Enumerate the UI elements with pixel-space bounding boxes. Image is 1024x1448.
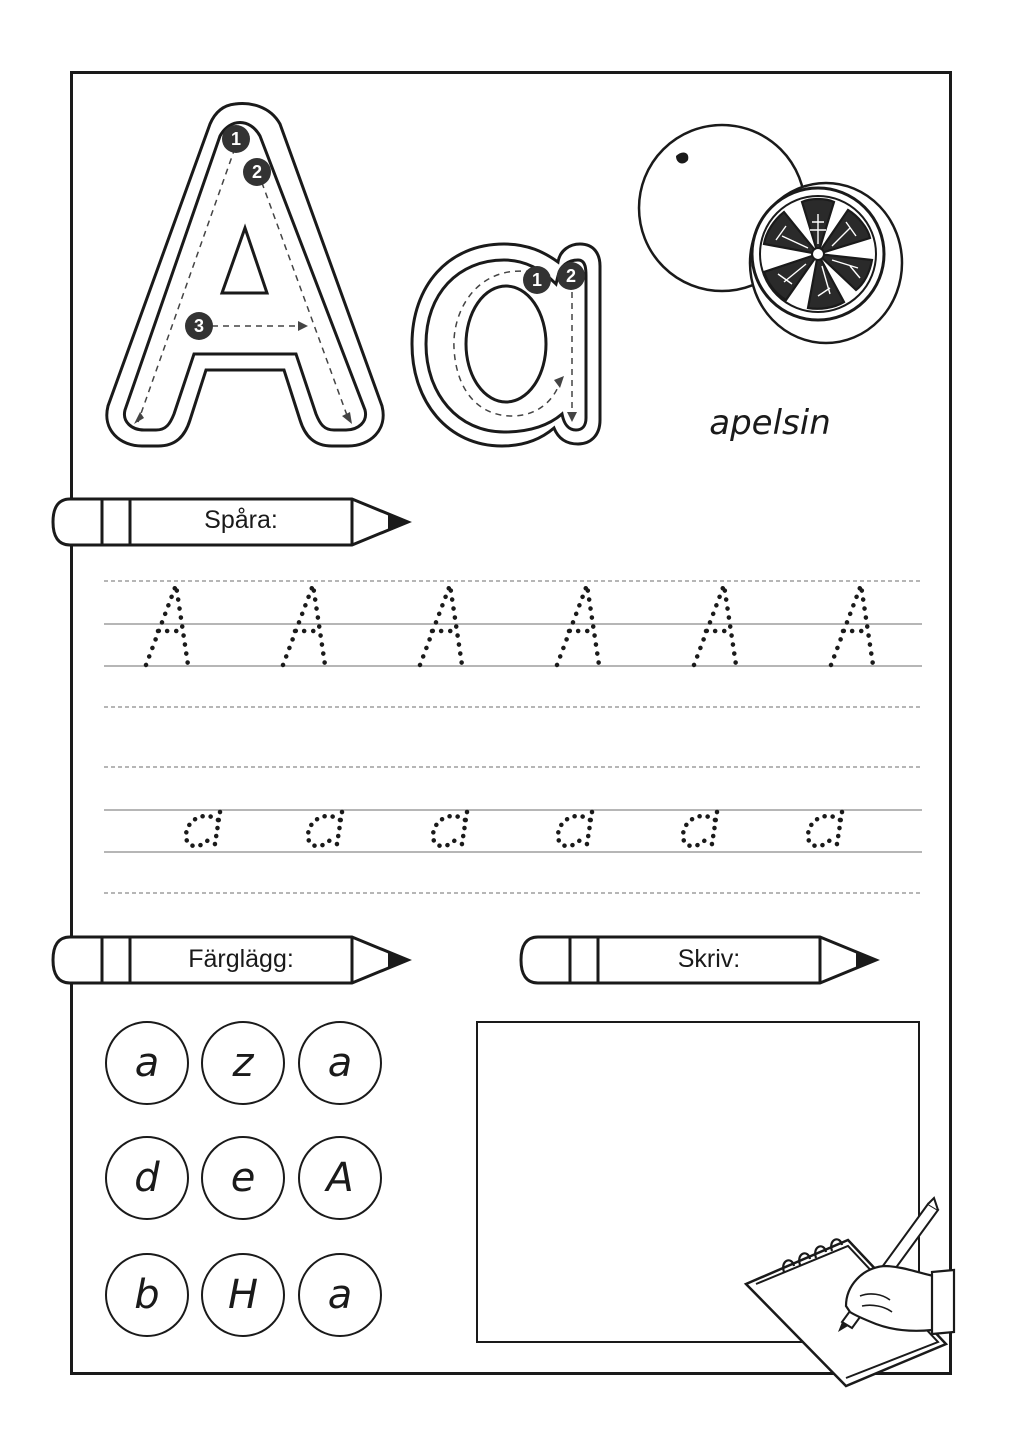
color-circle-3[interactable]: a: [298, 1021, 382, 1105]
write-label: Skriv:: [677, 945, 741, 973]
trace-section-pencil: [50, 496, 412, 548]
stroke-number-2: 2: [243, 158, 271, 186]
stroke-number-3: 3: [185, 312, 213, 340]
trace-letter-upper-3: [434, 605, 435, 606]
trace-letter-lower-1: [200, 820, 201, 821]
trace-letter-lower-4: [572, 820, 573, 821]
stroke-number-1: 1: [222, 125, 250, 153]
orange-icon: [636, 118, 906, 348]
color-circle-4[interactable]: d: [105, 1136, 189, 1220]
writing-hand-notebook-icon: [742, 1196, 956, 1390]
trace-letter-lower-3: [447, 820, 448, 821]
stroke-number-a-1: 1: [523, 266, 551, 294]
color-circle-5[interactable]: e: [201, 1136, 285, 1220]
color-section-pencil: [50, 934, 412, 986]
write-section-pencil: [518, 934, 880, 986]
trace-label: Spåra:: [204, 506, 278, 534]
color-circle-2[interactable]: z: [201, 1021, 285, 1105]
color-label: Färglägg:: [188, 945, 294, 973]
color-circle-8[interactable]: H: [201, 1253, 285, 1337]
trace-letter-upper-4: [571, 605, 572, 606]
picture-word: apelsin: [709, 403, 831, 443]
color-circle-7[interactable]: b: [105, 1253, 189, 1337]
trace-row-lowercase: [100, 800, 926, 860]
color-circle-1[interactable]: a: [105, 1021, 189, 1105]
trace-letter-lower-6: [822, 820, 823, 821]
stroke-number-a-2: 2: [557, 262, 585, 290]
trace-row-uppercase: [100, 575, 926, 675]
trace-letter-upper-5: [708, 605, 709, 606]
trace-letter-lower-5: [697, 820, 698, 821]
color-circle-9[interactable]: a: [298, 1253, 382, 1337]
trace-letter-upper-2: [297, 605, 298, 606]
trace-letter-lower-2: [322, 820, 323, 821]
color-circle-6[interactable]: A: [298, 1136, 382, 1220]
trace-letter-upper-1: [160, 605, 161, 606]
trace-letter-upper-6: [845, 605, 846, 606]
uppercase-a-outline: [100, 100, 390, 455]
